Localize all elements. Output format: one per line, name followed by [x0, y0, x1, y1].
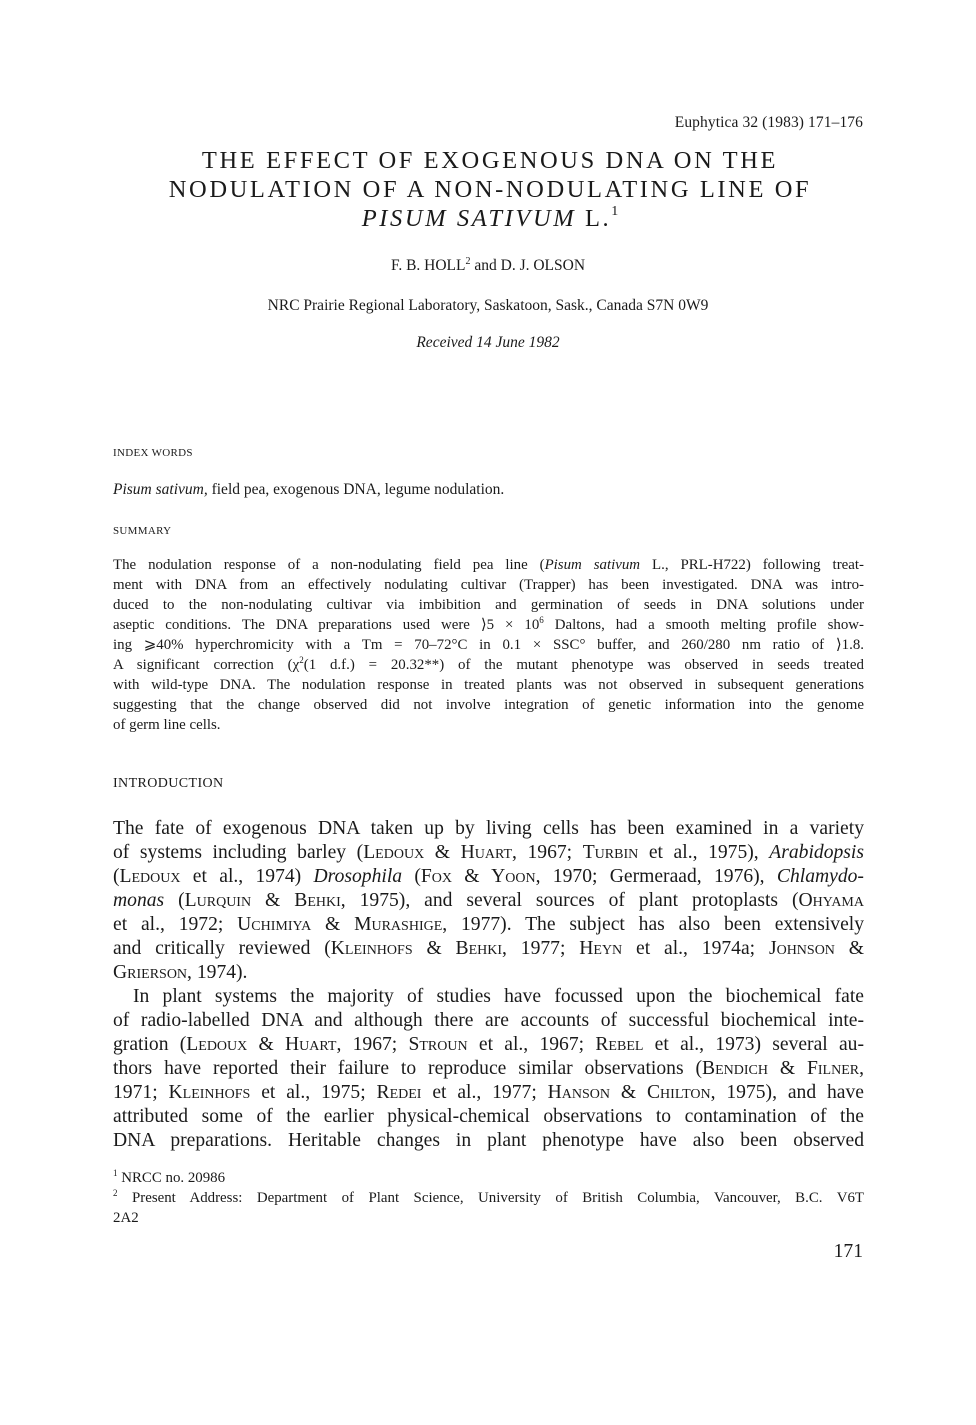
intro-fragment: et al., 1973) several au-: [643, 1034, 864, 1055]
summary-line: suggesting that the change observed did not involve integration of genetic information into the genome: [113, 697, 864, 713]
intro-fragment: and critically reviewed (: [113, 938, 331, 959]
intro-species: Arabidopsis: [769, 842, 864, 863]
citation-author: Turbin: [582, 842, 639, 863]
intro-fragment: , 1967;: [512, 842, 583, 863]
intro-fragment: ,: [859, 1058, 864, 1079]
intro-fragment: et al., 1967;: [467, 1034, 596, 1055]
intro-line: DNA preparations. Heritable changes in plant phenotype have also been observed: [113, 1130, 864, 1151]
summary-line: ment with DNA from an effectively nodulating cultivar (Trapper) has been investigated. DNA was intro-: [113, 577, 864, 593]
intro-fragment: et al., 1977;: [421, 1082, 548, 1103]
title-footnote-marker: 1: [611, 204, 619, 219]
intro-fragment: et al., 1974a;: [622, 938, 769, 959]
paper-title: [100, 146, 880, 233]
intro-fragment: , 1975), and have: [710, 1082, 864, 1103]
summary-line: [113, 655, 864, 675]
intro-species: Chlamydo-: [776, 866, 864, 887]
intro-fragment: et al., 1972;: [113, 914, 238, 935]
footnote-1: [113, 1168, 864, 1188]
intro-fragment: thors have reported their failure to reproduce similar observations (: [113, 1058, 703, 1079]
intro-line: [113, 961, 864, 985]
title-species: PISUM SATIVUM: [361, 205, 577, 232]
intro-line: [113, 1033, 864, 1057]
title-line-3: [100, 204, 880, 233]
footnote-marker: 1: [113, 1168, 118, 1178]
citation-author: Heyn: [579, 938, 623, 959]
title-line-1: THE EFFECT OF EXOGENOUS DNA ON THE: [201, 147, 779, 174]
summary-line: [113, 615, 864, 635]
intro-fragment: of systems including barley (: [113, 842, 364, 863]
intro-line: [113, 1081, 864, 1105]
index-words: [113, 481, 504, 499]
summary-text: [113, 555, 864, 735]
citation-author: Kleinhofs: [168, 1082, 251, 1103]
footnote-text: NRCC no. 20986: [117, 1170, 226, 1186]
summary-fragment: aseptic conditions. The DNA preparations used were ⟩5 × 10: [113, 617, 540, 633]
citation-author: Redei: [376, 1082, 422, 1103]
footnote-2: [113, 1188, 864, 1208]
intro-line: In plant systems the majority of studies have focussed upon the biochemical fate: [133, 986, 864, 1007]
journal-reference: Euphytica 32 (1983) 171–176: [674, 114, 863, 131]
intro-fragment: (: [402, 866, 421, 887]
intro-fragment: , 1977;: [502, 938, 580, 959]
citation-author: Kleinhofs & Behki: [330, 938, 503, 959]
summary-line: duced to the non-nodulating cultivar via imbibition and germination of seeds in DNA solutions under: [113, 597, 864, 613]
intro-line: [113, 1057, 864, 1081]
footnotes: [113, 1168, 864, 1228]
intro-line: [113, 889, 864, 913]
author-2: and D. J. OLSON: [470, 257, 586, 274]
summary-fragment: L., PRL-H722) following treat-: [640, 557, 864, 573]
intro-fragment: , 1974).: [187, 962, 248, 983]
citation-author: Ledoux & Huart: [186, 1034, 337, 1055]
intro-fragment: , 1975), and several sources of plant protoplasts (: [340, 890, 799, 911]
index-word-species: Pisum sativum,: [113, 481, 208, 498]
intro-fragment: , 1977). The subject has also been extensively: [442, 914, 865, 935]
introduction-text: [113, 817, 864, 1153]
intro-line: [113, 913, 864, 937]
authors: [0, 257, 976, 275]
summary-fragment: (1 d.f.) = 20.32**) of the mutant phenotype was observed in seeds treated: [303, 657, 864, 673]
summary-line: of germ line cells.: [113, 717, 221, 733]
citation-author: Lurquin & Behki: [184, 890, 341, 911]
summary-line: ing ⩾40% hyperchromicity with a Tm = 70–72°C in 0.1 × SSC° buffer, and 260/280 nm ratio of ⟩1.8.: [113, 637, 864, 653]
citation-author: Ohyama: [798, 890, 864, 911]
author-1: F. B. HOLL: [390, 257, 466, 274]
intro-line: attributed some of the earlier physical-chemical observations to contamination of the: [113, 1106, 864, 1127]
intro-fragment: et al., 1974): [180, 866, 314, 887]
summary-exponent: 2: [299, 655, 304, 665]
received-date: Received 14 June 1982: [416, 334, 560, 351]
citation-author: Hanson & Chilton: [547, 1082, 711, 1103]
summary-fragment: Daltons, had a smooth melting profile show-: [543, 617, 864, 633]
summary-fragment: The nodulation response of a non-nodulating field pea line (: [113, 557, 545, 573]
summary-exponent: 6: [539, 615, 544, 625]
intro-fragment: (: [164, 890, 185, 911]
intro-fragment: et al., 1975;: [250, 1082, 377, 1103]
citation-author: Stroun: [408, 1034, 468, 1055]
citation-author: Grierson: [113, 962, 188, 983]
intro-fragment: gration (: [113, 1034, 187, 1055]
intro-line: [113, 937, 864, 961]
intro-fragment: , 1967;: [336, 1034, 409, 1055]
footnote-text: Present Address: Department of Plant Science, University of British Columbia, Vancouver, B.C. V6T: [117, 1190, 864, 1206]
intro-species: monas: [113, 890, 165, 911]
intro-fragment: , 1970; Germeraad, 1976),: [535, 866, 777, 887]
footnote-marker: 2: [113, 1188, 118, 1198]
index-words-rest: field pea, exogenous DNA, legume nodulation.: [207, 481, 505, 498]
intro-fragment: 1971;: [113, 1082, 169, 1103]
author-footnote-marker: 2: [465, 256, 471, 267]
intro-line: [113, 865, 864, 889]
intro-line: of radio-labelled DNA and although there are accounts of successful biochemical inte-: [113, 1010, 864, 1031]
citation-author: Ledoux: [119, 866, 181, 887]
intro-fragment: et al., 1975),: [638, 842, 770, 863]
summary-line: with wild-type DNA. The nodulation response in treated plants was not observed in subsequent generations: [113, 677, 864, 693]
summary-line: [113, 555, 864, 575]
citation-author: Bendich & Filner: [702, 1058, 860, 1079]
title-line-2: NODULATION OF A NON-NODULATING LINE OF: [168, 176, 812, 203]
citation-author: Johnson &: [768, 938, 864, 959]
intro-species: Drosophila: [313, 866, 403, 887]
intro-fragment: (: [113, 866, 120, 887]
summary-species: Pisum sativum: [544, 557, 641, 573]
affiliation: NRC Prairie Regional Laboratory, Saskatoon, Sask., Canada S7N 0W9: [267, 297, 709, 314]
intro-line: The fate of exogenous DNA taken up by living cells has been examined in a variety: [113, 818, 864, 839]
introduction-heading: INTRODUCTION: [113, 776, 224, 791]
summary-fragment: A significant correction (χ: [113, 657, 300, 673]
title-species-authority: L.: [576, 205, 612, 232]
citation-author: Ledoux & Huart: [363, 842, 513, 863]
footnote-2-continued: 2A2: [113, 1210, 139, 1226]
citation-author: Uchimiya & Murashige: [237, 914, 443, 935]
intro-line: [113, 841, 864, 865]
summary-heading: SUMMARY: [113, 525, 172, 537]
index-words-heading: INDEX WORDS: [113, 447, 193, 459]
page-number: 171: [833, 1241, 863, 1262]
citation-author: Fox & Yoon: [420, 866, 536, 887]
citation-author: Rebel: [595, 1034, 644, 1055]
